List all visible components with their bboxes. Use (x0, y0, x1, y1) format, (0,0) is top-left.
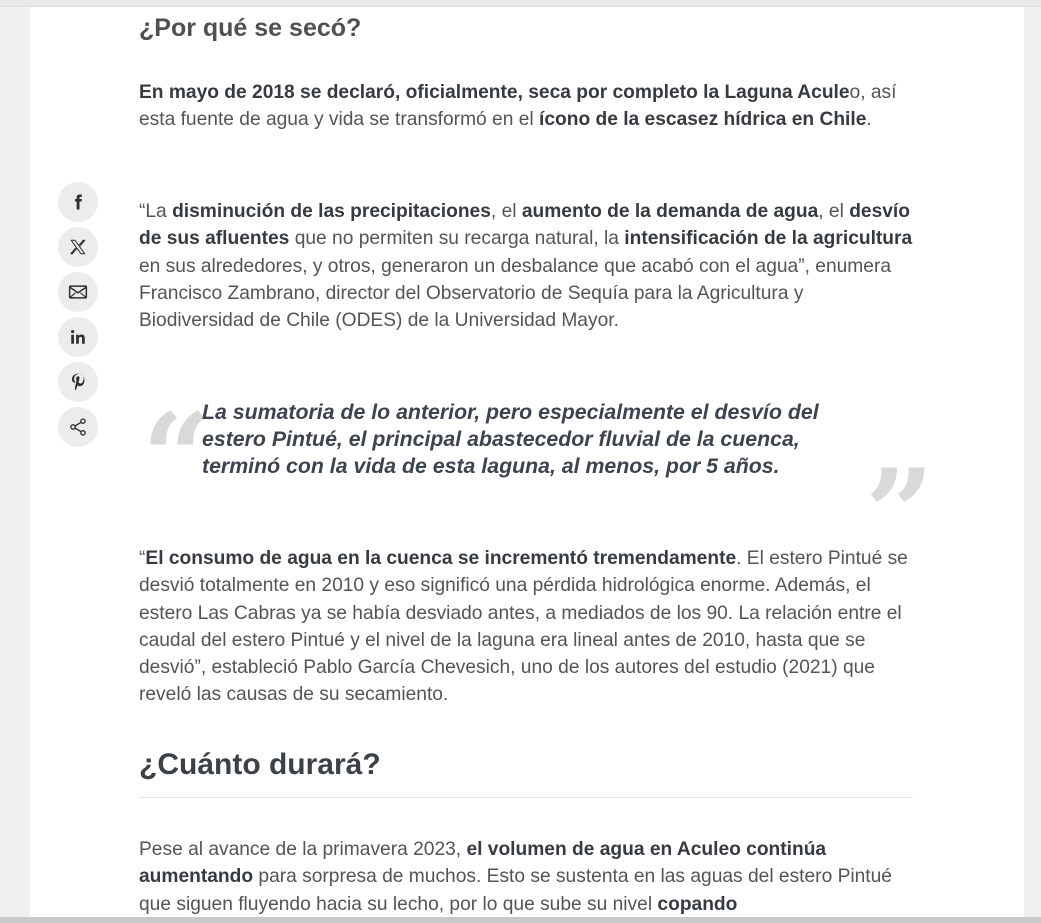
paragraph-consumption: “El consumo de agua en la cuenca se incrementó tremendamente. El estero Pintué se desvió totalmente en 2010 y eso significó una pérdida hidrológica enorme. Además, el estero Las Cabras ya se había desviado antes, a mediados de los 90. La relación entre el caudal del estero Pintué y el nivel de la laguna era lineal antes de 2010, hasta que se desvió”, estableció Pablo García Chevesich, uno de los autores del estudio (2021) que reveló las causas de su secamiento. (139, 548, 908, 706)
mail-icon (68, 284, 88, 300)
close-quote-mark: ” (865, 443, 935, 584)
share-email-button[interactable] (58, 272, 98, 312)
pinterest-icon (69, 372, 87, 392)
horizontal-scrollbar[interactable] (0, 917, 1041, 923)
browser-top-strip (0, 0, 1041, 7)
pull-quote (139, 387, 935, 584)
share-x-button[interactable] (58, 227, 98, 267)
x-icon (69, 238, 87, 256)
facebook-icon (69, 193, 87, 211)
paragraph-spring-2023: Pese al avance de la primavera 2023, el volumen de agua en Aculeo continúa aumentando para sorpresa de muchos. Esto se sustenta en las aguas del estero Pintué que siguen fluyendo hacia su lecho, por lo que sube su nivel copando (139, 839, 892, 915)
pull-quote-text: La sumatoria de lo anterior, pero especialmente el desvío del estero Pintué, el principal abastecedor fluvial de la cuenca, terminó con la vida de esta laguna, al menos, por 5 años. (202, 400, 819, 479)
paragraph-declared-dry: En mayo de 2018 se declaró, oficialmente, seca por completo la Laguna Aculeo, así esta fuente de agua y vida se transformó en el ícono de la escasez hídrica en Chile. (139, 82, 897, 131)
linkedin-icon (69, 328, 87, 346)
section-divider (139, 797, 913, 798)
share-pinterest-button[interactable] (58, 362, 98, 402)
section-heading-why-dried: ¿Por qué se secó? (139, 14, 362, 42)
section-heading-how-long: ¿Cuánto durará? (139, 748, 381, 781)
share-facebook-button[interactable] (58, 182, 98, 222)
share-bar (58, 182, 100, 452)
paragraph-causes: “La disminución de las precipitaciones, el aumento de la demanda de agua, el desvío de sus afluentes que no permiten su recarga natural, la intensificación de la agricultura en sus alrededores, y otros, generaron un desbalance que acabó con el agua”, enumera Francisco Zambrano, director del Observatorio de Sequía para la Agricultura y Biodiversidad de Chile (ODES) de la Universidad Mayor. (139, 201, 913, 332)
share-more-button[interactable] (58, 407, 98, 447)
share-linkedin-button[interactable] (58, 317, 98, 357)
share-icon (68, 417, 88, 437)
open-quote-mark: “ (142, 387, 212, 528)
